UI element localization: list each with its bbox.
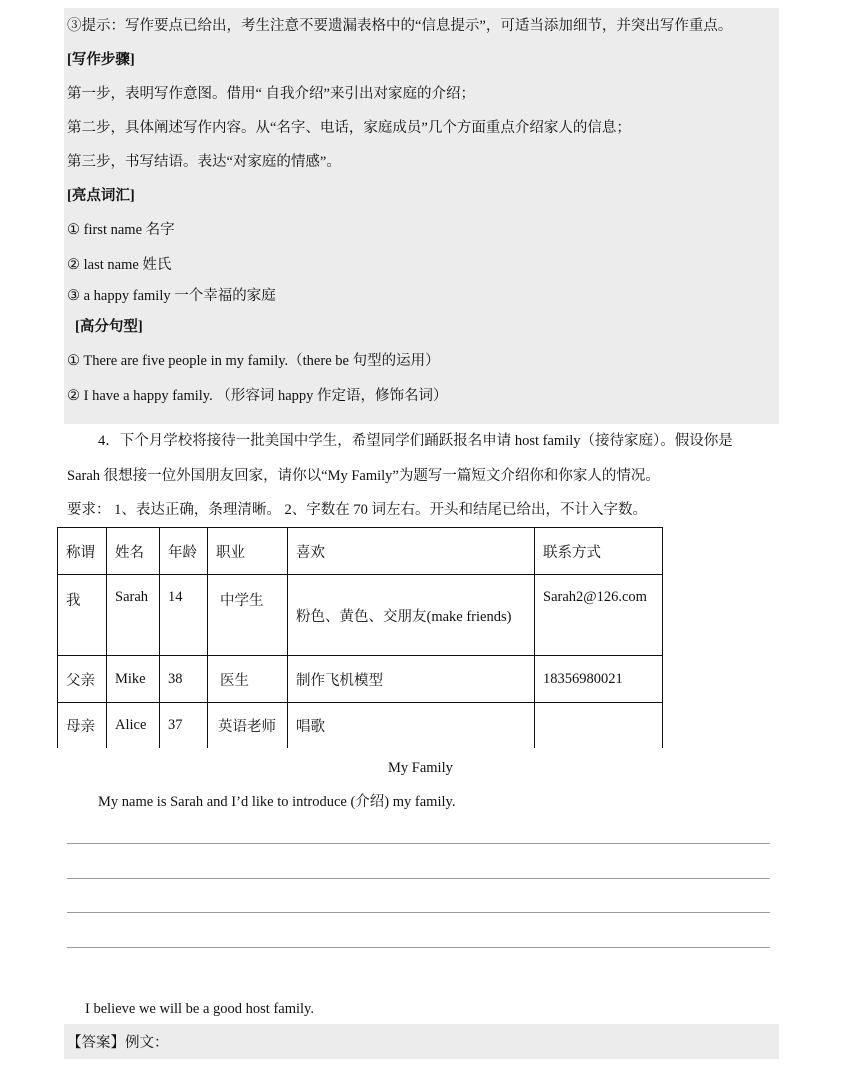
vocab-item-2: ② last name 姓氏 xyxy=(67,257,172,273)
essay-title: My Family xyxy=(388,760,453,776)
table-cell: 中学生 xyxy=(208,575,288,656)
answer-line xyxy=(67,947,770,948)
question-line-2: Sarah 很想接一位外国朋友回家，请你以“My Family”为题写一篇短文介绍你和你家人的情况。 xyxy=(67,468,660,484)
sentence-1: ① There are five people in my family.（there be 句型的运用） xyxy=(67,353,440,369)
table-cell: Mike xyxy=(107,656,160,703)
table-cell: 18356980021 xyxy=(535,656,663,703)
table-header-row xyxy=(58,528,663,575)
table-row xyxy=(58,575,663,656)
table-cell: Sarah xyxy=(107,575,160,656)
answer-label: 【答案】例文： xyxy=(67,1035,169,1051)
family-info-table xyxy=(57,527,663,748)
table-cell: 37 xyxy=(160,703,208,748)
table-cell: 38 xyxy=(160,656,208,703)
table-cell: 粉色、黄色、交朋友(make friends) xyxy=(288,575,535,656)
table-row xyxy=(58,656,663,703)
header-cell-age: 年龄 xyxy=(160,528,208,575)
vocab-item-3: ③ a happy family 一个幸福的家庭 xyxy=(67,288,276,304)
table-cell xyxy=(535,703,663,748)
answer-block xyxy=(64,1024,779,1059)
essay-closing: I believe we will be a good host family. xyxy=(85,1001,314,1017)
sentence-2: ② I have a happy family. （形容词 happy 作定语，修饰名词） xyxy=(67,388,448,404)
header-cell-contact: 联系方式 xyxy=(535,528,663,575)
header-cell-likes: 喜欢 xyxy=(288,528,535,575)
step-1: 第一步，表明写作意图。借用“ 自我介绍”来引出对家庭的介绍； xyxy=(67,86,475,102)
vocab-item-1: ① first name 名字 xyxy=(67,222,175,238)
sentence-heading: [高分句型] xyxy=(75,319,143,335)
step-3: 第三步，书写结语。表达“对家庭的情感”。 xyxy=(67,154,341,170)
table-cell: 母亲 xyxy=(58,703,107,748)
table-cell: 英语老师 xyxy=(208,703,288,748)
question-requirements: 要求： 1、表达正确，条理清晰。 2、字数在 70 词左右。开头和结尾已给出，不计入字数。 xyxy=(67,502,647,518)
header-cell-name: 姓名 xyxy=(107,528,160,575)
table-row xyxy=(58,703,663,748)
question-line-1: 4．下个月学校将接待一批美国中学生，希望同学们踊跃报名申请 host family（接待家庭）。假设你是 xyxy=(98,433,733,449)
answer-line xyxy=(67,878,770,879)
essay-opening: My name is Sarah and I’d like to introduce (介绍) my family. xyxy=(98,794,456,810)
table-cell: 我 xyxy=(58,575,107,656)
step-2: 第二步，具体阐述写作内容。从“名字、电话，家庭成员”几个方面重点介绍家人的信息； xyxy=(67,120,631,136)
vocab-heading: [亮点词汇] xyxy=(67,188,135,204)
table-cell: 制作飞机模型 xyxy=(288,656,535,703)
header-cell-job: 职业 xyxy=(208,528,288,575)
header-cell-title: 称谓 xyxy=(58,528,107,575)
hint-tip: ③提示：写作要点已给出，考生注意不要遗漏表格中的“信息提示”，可适当添加细节，并突出写作重点。 xyxy=(67,18,733,34)
steps-heading: [写作步骤] xyxy=(67,52,135,68)
table-cell: 14 xyxy=(160,575,208,656)
table-cell: Sarah2@126.com xyxy=(535,575,663,656)
answer-line xyxy=(67,912,770,913)
table-cell: 父亲 xyxy=(58,656,107,703)
answer-line xyxy=(67,843,770,844)
table-cell: Alice xyxy=(107,703,160,748)
table-cell: 唱歌 xyxy=(288,703,535,748)
table-cell: 医生 xyxy=(208,656,288,703)
